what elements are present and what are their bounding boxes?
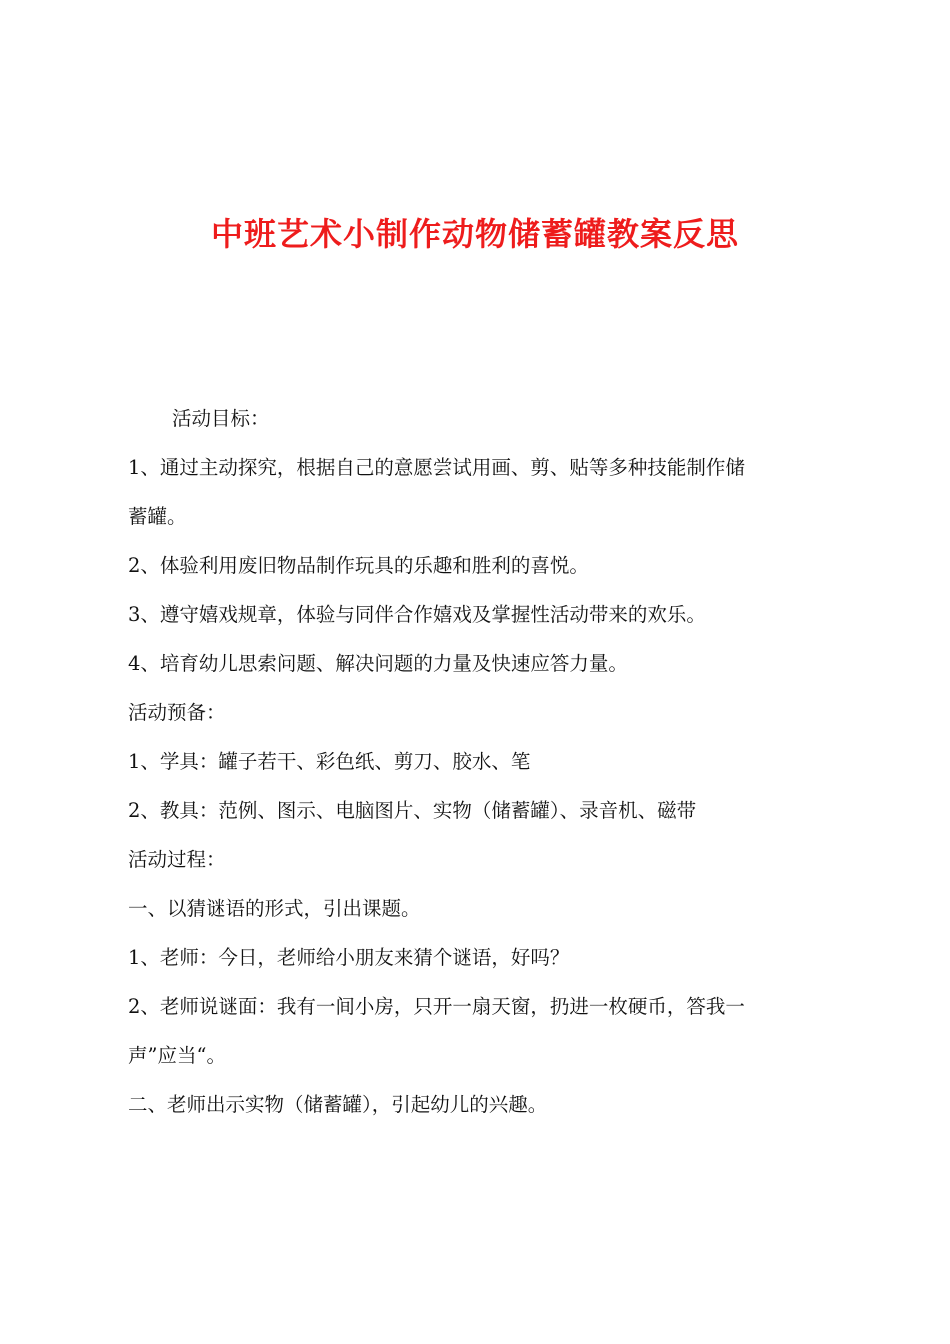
document-body (128, 394, 832, 1129)
paragraph-line: 2、老师说谜面：我有一间小房，只开一扇天窗，扔进一枚硬币，答我一 (128, 995, 745, 1018)
paragraph-line: 2、体验利用废旧物品制作玩具的乐趣和胜利的喜悦。 (128, 554, 589, 577)
paragraph-line: 4、培育幼儿思索问题、解决问题的力量及快速应答力量。 (128, 652, 628, 675)
paragraph-line: 声”应当“。 (128, 1044, 226, 1067)
section-heading-preparation: 活动预备： (128, 701, 226, 724)
paragraph-line: 3、遵守嬉戏规章，体验与同伴合作嬉戏及掌握性活动带来的欢乐。 (128, 603, 706, 626)
paragraph-line: 2、教具：范例、图示、电脑图片、实物（储蓄罐）、录音机、磁带 (128, 799, 697, 822)
paragraph-line: 1、通过主动探究，根据自己的意愿尝试用画、剪、贴等多种技能制作储 (128, 456, 745, 479)
paragraph-line: 1、学具：罐子若干、彩色纸、剪刀、胶水、笔 (128, 750, 531, 773)
paragraph-line: 一、以猜谜语的形式，引出课题。 (128, 897, 421, 920)
paragraph-line: 1、老师：今日，老师给小朋友来猜个谜语，好吗？ (128, 946, 570, 969)
document-title: 中班艺术小制作动物储蓄罐教案反思 (210, 215, 739, 253)
paragraph-line: 蓄罐。 (128, 505, 187, 528)
section-heading-objectives: 活动目标： (172, 407, 270, 430)
section-heading-process: 活动过程： (128, 848, 226, 871)
paragraph-line: 二、老师出示实物（储蓄罐），引起幼儿的兴趣。 (128, 1093, 548, 1116)
